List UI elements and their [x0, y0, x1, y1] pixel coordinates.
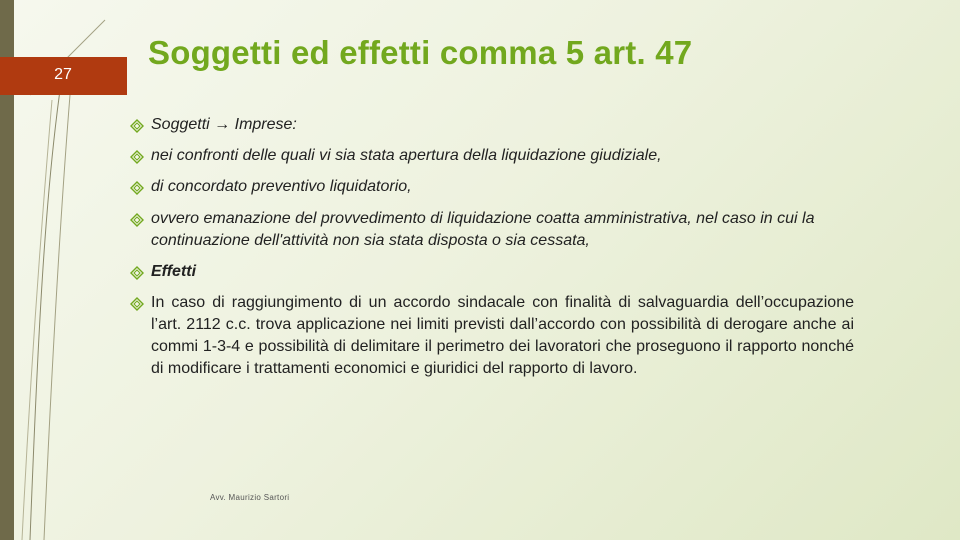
diamond-outline-icon: [130, 266, 144, 280]
list-item: [130, 176, 854, 198]
list-item: [130, 145, 854, 167]
list-item: [130, 292, 854, 380]
list-item: [130, 114, 854, 136]
slide-number: 27: [54, 66, 72, 83]
subjects-label: Soggetti: [151, 116, 210, 133]
diamond-outline-icon: [130, 181, 144, 195]
diamond-outline-icon: [130, 119, 144, 133]
list-item-text: di concordato preventivo liquidatorio,: [151, 178, 412, 195]
list-item-text: nei confronti delle quali vi sia stata apertura della liquidazione giudiziale,: [151, 147, 662, 164]
arrow-right-icon: →: [214, 116, 231, 133]
list-item: [130, 208, 854, 252]
effects-heading: Effetti: [151, 263, 197, 280]
diamond-outline-icon: [130, 150, 144, 164]
diamond-outline-icon: [130, 297, 144, 311]
list-item: [130, 261, 854, 283]
list-item-text: In caso di raggiungimento di un accordo sindacale con finalità di salvaguardia dell’occupazione l’art. 2112 c.c. trova applicazione nei limiti previsti dall’accordo con possibilità di derogare anche ai commi 1-3-4 e possibilità di delimitare il perimetro dei lavoratori che proseguono il rapporto nonché di modificare i trattamenti economici e giuridici del rapporto di lavoro.: [151, 294, 854, 377]
diamond-outline-icon: [130, 213, 144, 227]
footer-author: Avv. Maurizio Sartori: [210, 493, 290, 502]
subjects-value: Imprese:: [230, 116, 297, 133]
slide-title: Soggetti ed effetti comma 5 art. 47: [148, 34, 693, 71]
list-item-text: ovvero emanazione del provvedimento di liquidazione coatta amministrativa, nel caso in cui la continuazione dell'attività non sia stata disposta o sia cessata,: [151, 210, 815, 249]
